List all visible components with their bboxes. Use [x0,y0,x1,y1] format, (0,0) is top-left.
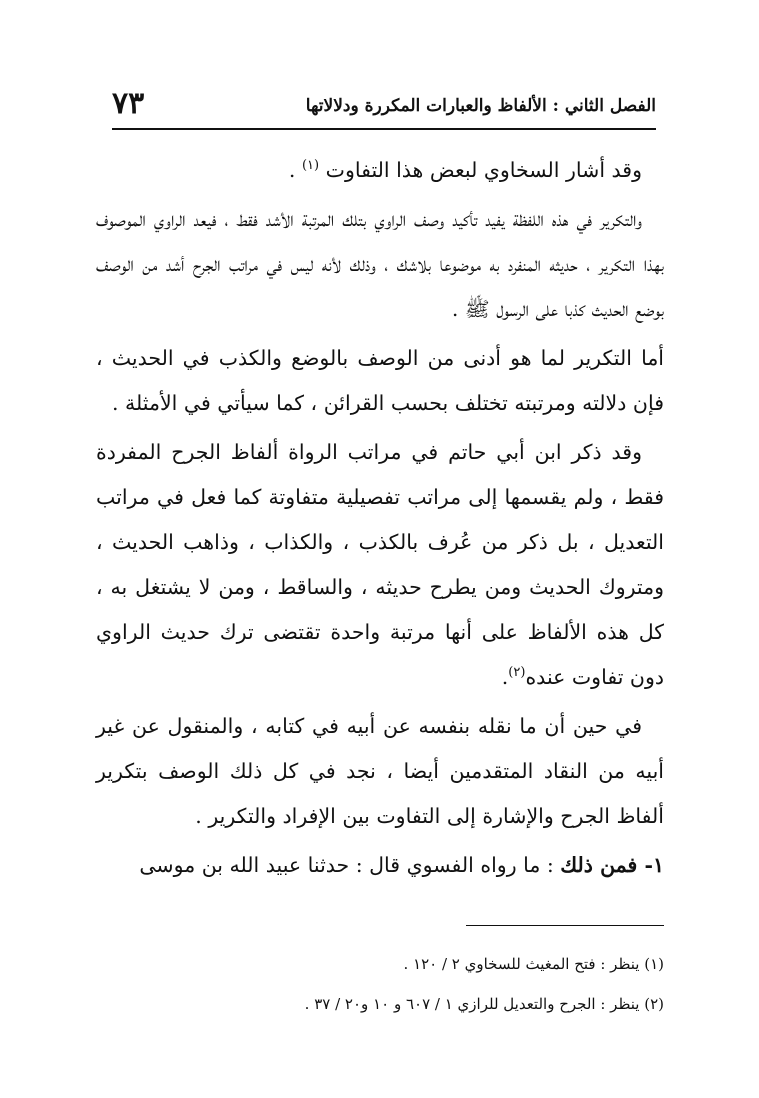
page-number: ٧٣ [112,86,145,121]
paragraph-text: أما التكرير لما هو أدنى من الوصف بالوضع والكذب في الحديث ، فإن دلالته ومرتبته تختلف بحسب القرائن ، كما سيأتي في الأمثلة . [96,346,664,415]
list-item [96,843,664,888]
footnote-ref: (٢) [508,665,526,681]
paragraph-text: والتكرير في هذه اللفظة يفيد تأكيد وصف الراوي بتلك المرتبة الأشد فقط ، فيعد الراوي الموصوف بهذا التكرير ، حديثه المنفرد به موضوعا بلاشك ، وذلك لأنه ليس في مراتب الجرح أشد من الوصف بوضع الحديث كذبا على الرسول ﷺ . [96,207,664,321]
page-header [112,86,656,126]
header-rule [112,128,656,130]
list-item-lead: ١- فمن ذلك [560,853,664,877]
paragraph [96,430,664,700]
paragraph-tail: . [288,158,302,182]
running-title: الفصل الثاني : الألفاظ والعبارات المكررة ودلالاتها [305,96,656,116]
footnote-rule [466,925,664,926]
paragraph-tail: . [501,665,509,689]
footnote-ref: (١) [301,158,320,174]
paragraph-text: وقد أشار السخاوي لبعض هذا التفاوت [325,158,642,182]
footnote: (١) ينظر : فتح المغيث للسخاوي ٢ / ١٢٠ . [403,955,664,973]
paragraph [96,336,664,426]
footnote: (٢) ينظر : الجرح والتعديل للرازي ١ / ٦٠٧ و ١٠ و٢٠ / ٣٧ . [304,995,664,1013]
paragraph-text: في حين أن ما نقله بنفسه عن أبيه في كتابه ، والمنقول عن غير أبيه من النقاد المتقدمين أيضا ، نجد في كل ذلك الوصف بتكرير ألفاظ الجرح والإشارة إلى التفاوت بين الإفراد والتكرير . [96,714,664,828]
list-item-text: : ما رواه الفسوي قال : حدثنا عبيد الله بن موسى [139,853,561,877]
footnotes [96,944,664,1024]
paragraph-text: وقد ذكر ابن أبي حاتم في مراتب الرواة ألفاظ الجرح المفردة فقط ، ولم يقسمها إلى مراتب تفصيلية متفاوتة كما فعل في مراتب التعديل ، بل ذكر من عُرف بالكذب ، والكذاب ، وذاهب الحديث ، ومتروك الحديث ومن يطرح حديثه ، والساقط ، ومن لا يشتغل به ، كل هذه الألفاظ على أنها مرتبة واحدة تقتضى ترك حديث الراوي دون تفاوت عنده [96,440,664,689]
paragraph [96,148,664,193]
paragraph [96,704,664,839]
paragraph [96,197,664,332]
body-text [96,148,664,892]
